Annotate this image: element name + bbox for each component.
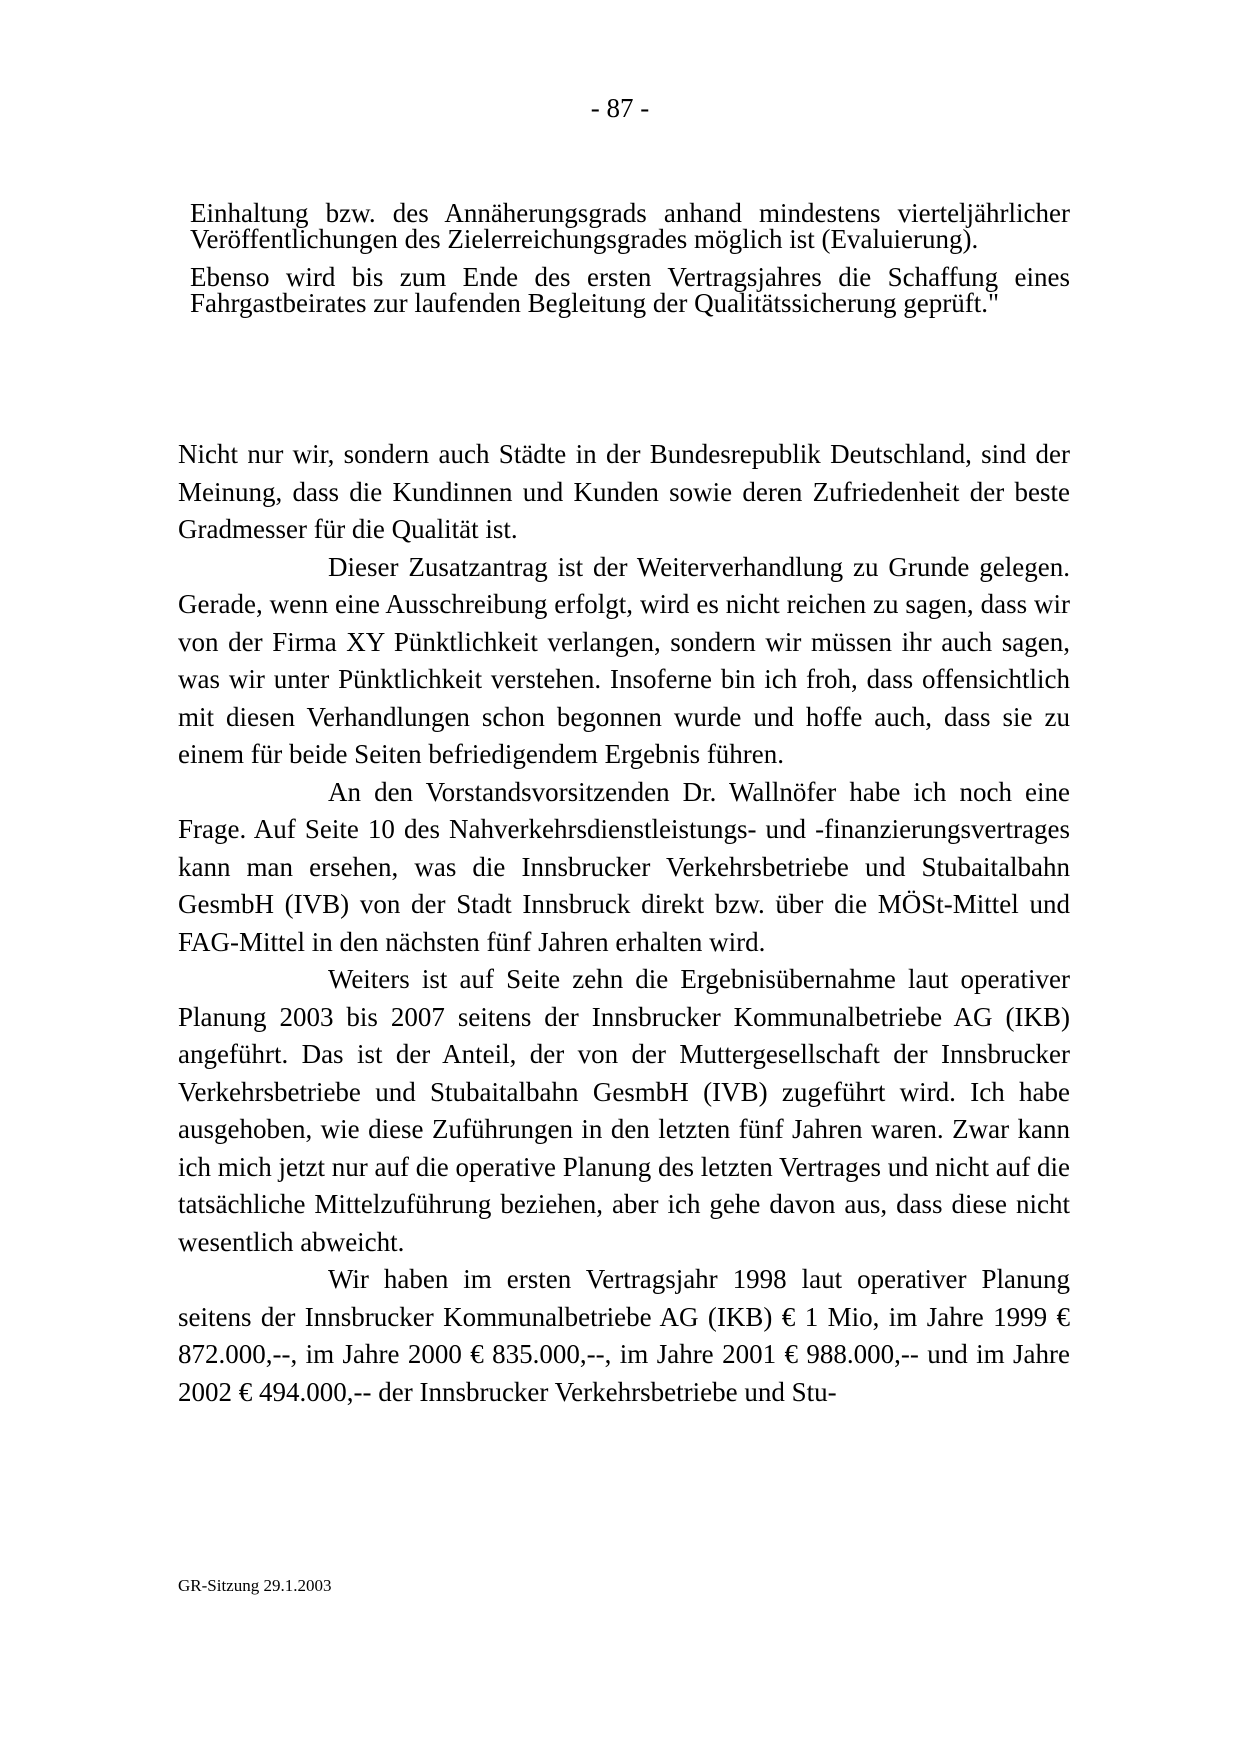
page-footer: GR-Sitzung 29.1.2003 (178, 1576, 332, 1595)
body-paragraph: Nicht nur wir, sondern auch Städte in der Bundesrepublik Deutschland, sind der Meinung, dass die Kundinnen und Kunden sowie deren Zufriedenheit der beste Gradmesser für die Qualität ist. (178, 439, 1070, 544)
quote-paragraph: Ebenso wird bis zum Ende des ersten Vertragsjahres die Schaffung eines Fahrgastbeirates zur laufenden Begleitung der Qualitätssicherung geprüft." (190, 262, 1070, 318)
page-number: - 87 - (590, 93, 650, 123)
quote-paragraph: Einhaltung bzw. des Annäherungsgrads anhand mindestens vierteljährlicher Veröffentlichungen des Zielerreichungsgrades möglich ist (Evaluierung). (190, 198, 1070, 254)
body-paragraph: An den Vorstandsvorsitzenden Dr. Wallnöfer habe ich noch eine Frage. Auf Seite 10 des Nahverkehrsdienstleistungs- und -finanzierungsvertrages kann man ersehen, was die Innsbrucker Verkehrsbetriebe und Stubaitalbahn GesmbH (IVB) von der Stadt Innsbruck direkt bzw. über die MÖSt-Mittel und FAG-Mittel in den nächsten fünf Jahren erhalten wird. (178, 776, 1070, 957)
body-paragraph: Dieser Zusatzantrag ist der Weiterverhandlung zu Grunde gelegen. Gerade, wenn eine Ausschreibung erfolgt, wird es nicht reichen zu sagen, dass wir von der Firma XY Pünktlichkeit verlangen, sondern wir müssen ihr auch sagen, was wir unter Pünktlichkeit verstehen. Insoferne bin ich froh, dass offensichtlich mit diesen Verhandlungen schon begonnen wurde und hoffe auch, dass sie zu einem für beide Seiten befriedigendem Ergebnis führen. (178, 551, 1070, 769)
body-paragraph: Wir haben im ersten Vertragsjahr 1998 laut operativer Planung seitens der Innsbrucker Kommunalbetriebe AG (IKB) € 1 Mio, im Jahre 1999 € 872.000,--, im Jahre 2000 € 835.000,--, im Jahre 2001 € 988.000,-- und im Jahre 2002 € 494.000,-- der Innsbrucker Verkehrsbetriebe und Stu- (178, 1264, 1070, 1407)
quoted-text-block (190, 200, 1070, 328)
body-paragraph: Weiters ist auf Seite zehn die Ergebnisübernahme laut operativer Planung 2003 bis 2007 seitens der Innsbrucker Kommunalbetriebe AG (IKB) angeführt. Das ist der Anteil, der von der Muttergesellschaft der Innsbrucker Verkehrsbetriebe und Stubaitalbahn GesmbH (IVB) zugeführt wird. Ich habe ausgehoben, wie diese Zuführungen in den letzten fünf Jahren waren. Zwar kann ich mich jetzt nur auf die operative Planung des letzten Vertrages und nicht auf die tatsächliche Mittelzuführung beziehen, aber ich gehe davon aus, dass diese nicht wesentlich abweicht. (178, 964, 1070, 1257)
body-text (178, 436, 1070, 1411)
